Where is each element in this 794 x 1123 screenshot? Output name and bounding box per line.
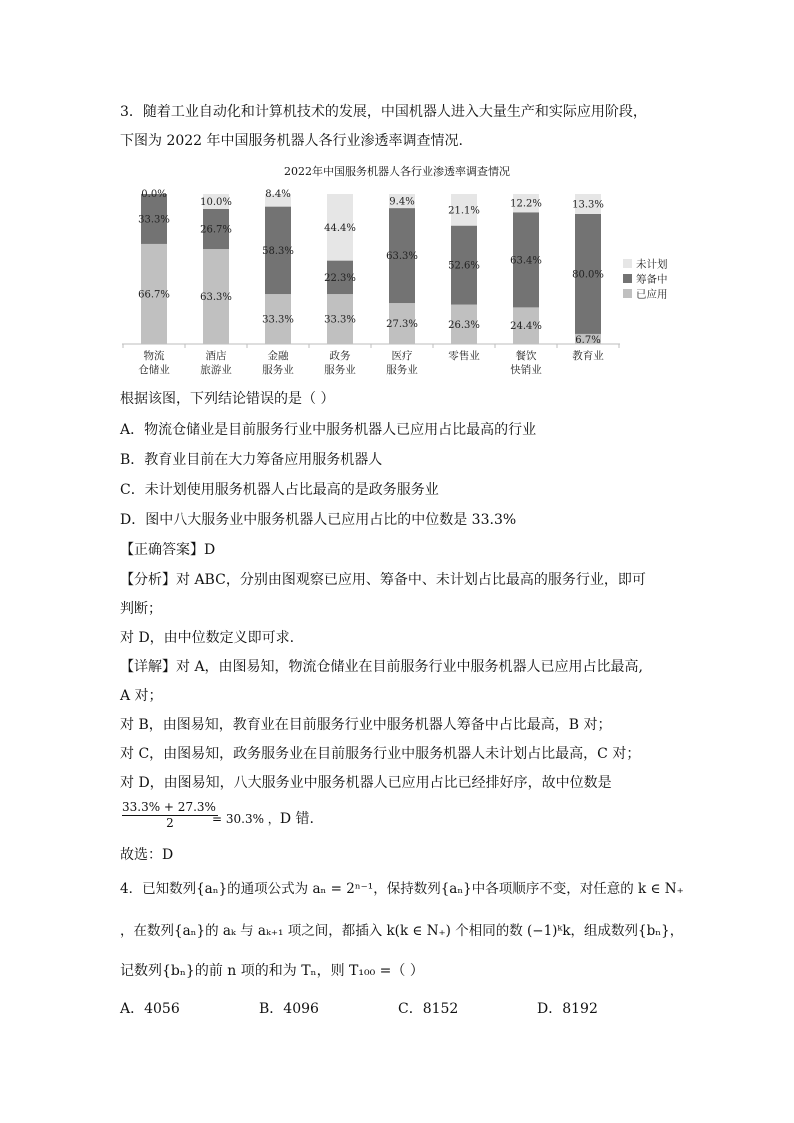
legend-swatch — [623, 274, 632, 283]
data-label: 22.3% — [324, 272, 356, 284]
stacked-bar-chart — [0, 0, 794, 400]
category-label: 服务业 — [324, 364, 356, 376]
fraction-denominator: 2 — [166, 816, 174, 830]
median-fraction — [122, 800, 218, 830]
category-label: 仓储业 — [138, 364, 170, 376]
legend-swatch — [623, 289, 632, 298]
data-label: 63.3% — [200, 292, 232, 304]
fraction-result-value: = 30.3% ， — [212, 812, 280, 826]
category-label: 餐饮 — [515, 350, 537, 362]
data-label: 33.3% — [324, 314, 356, 326]
q3-detail-line-4: 对 C，由图易知，政务服务业在目前服务行业中服务机器人未计划占比最高，C 对； — [120, 746, 641, 762]
q3-analysis-line-1: 【分析】对 ABC，分别由图观察已应用、筹备中、未计划占比最高的服务行业，即可 — [120, 572, 646, 588]
data-label: 0.0% — [141, 189, 167, 200]
category-label: 酒店 — [205, 350, 227, 362]
category-label: 金融 — [267, 350, 289, 362]
legend-label: 筹备中 — [636, 273, 668, 286]
q3-detail-line-1: 【详解】对 A，由图易知，物流仓储业在目前服务行业中服务机器人已应用占比最高, — [120, 659, 644, 675]
data-label: 27.3% — [386, 319, 418, 331]
legend-label: 已应用 — [636, 288, 668, 301]
data-label: 66.7% — [138, 289, 170, 301]
q3-option-d: D．图中八大服务业中服务机器人已应用占比的中位数是 33.3% — [120, 512, 517, 528]
q3-intro-line-1: 3．随着工业自动化和计算机技术的发展，中国机器人进入大量生产和实际应用阶段， — [120, 104, 647, 120]
q3-option-a: A．物流仓储业是目前服务行业中服务机器人已应用占比最高的行业 — [120, 422, 537, 438]
legend-label: 未计划 — [636, 258, 668, 271]
q3-detail-line-3: 对 B，由图易知，教育业在目前服务行业中服务机器人筹备中占比最高，B 对； — [120, 717, 612, 733]
data-label: 24.4% — [510, 321, 542, 333]
q3-conclusion: 故选：D — [120, 847, 174, 863]
data-label: 9.4% — [389, 196, 415, 208]
q4-choice-a: A．4056 — [120, 1001, 180, 1017]
category-label: 零售业 — [448, 350, 480, 362]
fraction-numerator: 33.3% + 27.3% — [122, 800, 216, 814]
q4-line-1: 4．已知数列{aₙ}的通项公式为 aₙ = 2ⁿ⁻¹，保持数列{aₙ}中各项顺序不变，对任意的 k ∈ N₊ — [120, 881, 684, 897]
data-label: 80.0% — [572, 269, 604, 281]
q3-intro-line-2: 下图为 2022 年中国服务机器人各行业渗透率调查情况. — [120, 133, 463, 149]
data-label: 33.3% — [262, 314, 294, 326]
q3-analysis-line-3: 对 D，由中位数定义即可求. — [120, 630, 295, 646]
data-label: 8.4% — [265, 189, 291, 200]
category-label: 政务 — [329, 350, 351, 362]
category-label: 物流 — [143, 350, 165, 362]
fraction-result-tail: D 错. — [279, 811, 314, 827]
legend-swatch — [623, 259, 632, 268]
q4-line-3: 记数列{bₙ}的前 n 项的和为 Tₙ，则 T₁₀₀ =（ ） — [120, 963, 424, 979]
data-label: 52.6% — [448, 260, 480, 272]
data-label: 12.2% — [510, 198, 542, 210]
q3-detail-line-2: A 对； — [120, 688, 163, 704]
q4-choice-c: C．8152 — [398, 1001, 459, 1017]
data-label: 33.3% — [138, 214, 170, 226]
chart-title: 2022年中国服务机器人各行业渗透率调查情况 — [284, 165, 510, 178]
data-label: 10.0% — [200, 197, 232, 208]
category-label: 服务业 — [386, 364, 418, 376]
q3-answer: 【正确答案】D — [120, 542, 216, 558]
data-label: 58.3% — [262, 245, 294, 257]
data-label: 26.3% — [448, 319, 480, 331]
q4-choice-d: D．8192 — [537, 1001, 598, 1017]
fraction-result — [212, 808, 314, 828]
data-label: 21.1% — [448, 205, 480, 217]
q3-option-b: B．教育业目前在大力筹备应用服务机器人 — [120, 452, 383, 468]
data-label: 63.4% — [510, 255, 542, 267]
q3-option-c: C．未计划使用服务机器人占比最高的是政务服务业 — [120, 482, 439, 498]
data-label: 44.4% — [324, 222, 356, 234]
data-label: 6.7% — [575, 335, 601, 346]
q4-choice-b: B．4096 — [259, 1001, 319, 1017]
q3-analysis-line-2: 判断； — [120, 601, 162, 617]
data-label: 13.3% — [572, 199, 604, 211]
data-label: 63.3% — [386, 251, 418, 263]
category-label: 服务业 — [262, 364, 294, 376]
data-label: 26.7% — [200, 224, 232, 236]
q4-line-2: ，在数列{aₙ}的 aₖ 与 aₖ₊₁ 项之间，都插入 k(k ∈ N₊) 个相同的数 (−1)ᵏk，组成数列{bₙ}， — [120, 923, 684, 939]
category-label: 教育业 — [572, 350, 604, 362]
q3-prompt: 根据该图，下列结论错误的是（ ） — [120, 391, 335, 407]
category-label: 医疗 — [391, 350, 413, 362]
q3-detail-line-5: 对 D，由图易知，八大服务业中服务机器人已应用占比已经排好序，故中位数是 — [120, 775, 612, 791]
category-label: 快销业 — [510, 364, 542, 376]
category-label: 旅游业 — [200, 364, 232, 376]
